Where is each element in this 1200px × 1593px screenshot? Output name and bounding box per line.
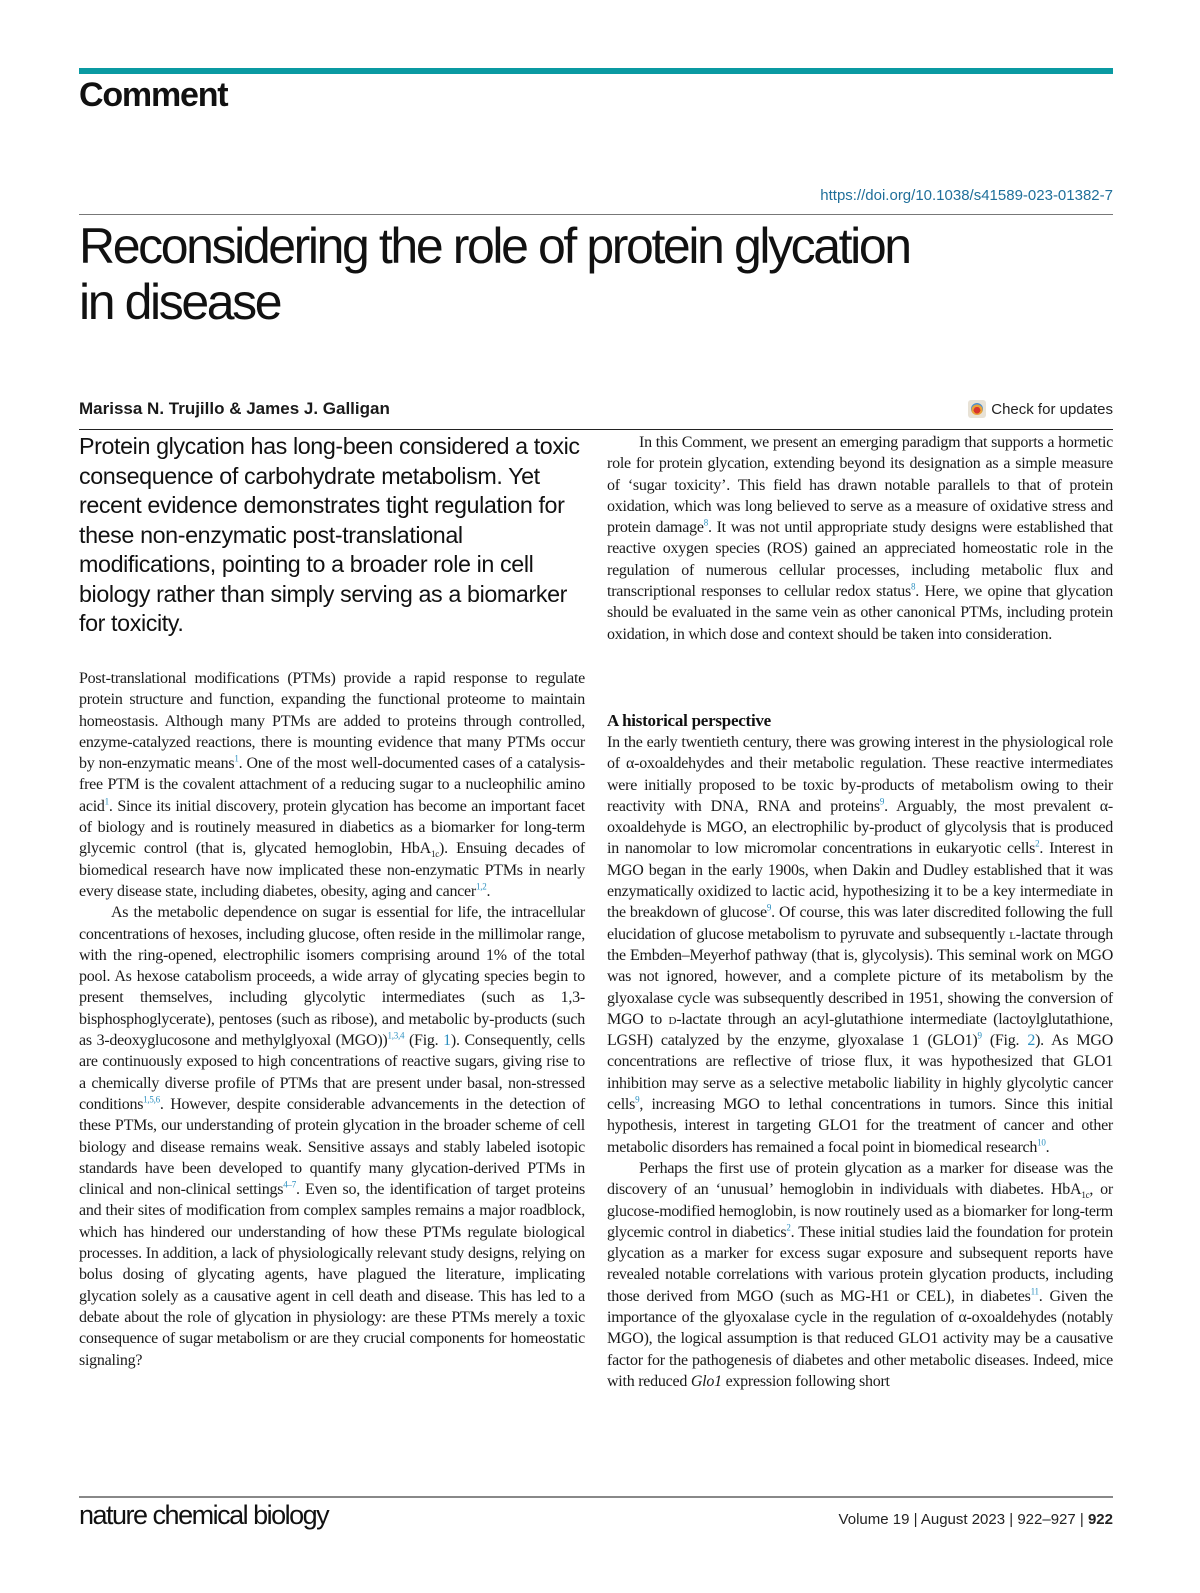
- issue-info: Volume 19 | August 2023 | 922–927 | 922: [838, 1511, 1113, 1528]
- right-column: [607, 710, 1113, 1392]
- citation-link[interactable]: 1: [104, 796, 109, 807]
- paragraph: In this Comment, we present an emerging paradigm that supports a hormetic role for protein glycation, extending beyond its designation as a simple measure of ‘sugar toxicity’. This field has drawn notable parallels to that of protein oxidation, which was long believed to serve as a measure of oxidative stress and protein damage$^8$. It was not until appropriate study designs were established that reactive oxygen species (ROS) gained an appreciated homeostatic role in the regulation of numerous cellular processes, including metabolic flux and transcriptional responses to cellular redox status$^8$. Here, we opine that glycation should be evaluated in the same vein as other canonical PTMs, including protein oxidation, in which dose and context should be taken into consideration.: [607, 434, 1113, 643]
- citation-link[interactable]: 8: [911, 581, 916, 592]
- page-number: 922: [1087, 1511, 1113, 1528]
- citation-link[interactable]: 9: [766, 903, 772, 914]
- citation-link[interactable]: 10: [1037, 1137, 1046, 1148]
- title-line-2: in disease: [79, 274, 281, 330]
- page-range: 922–927: [1017, 1511, 1076, 1528]
- citation-link[interactable]: 4–7: [283, 1179, 296, 1190]
- doi-link[interactable]: https://doi.org/10.1038/s41589-023-01382-7: [820, 187, 1113, 204]
- citation-link[interactable]: 9: [977, 1030, 982, 1041]
- citation-link[interactable]: 2: [1035, 839, 1040, 850]
- crossmark-icon: [968, 400, 986, 418]
- paragraph: Perhaps the first use of protein glycation as a marker for disease was the discovery of an ‘unusual’ hemoglobin in individuals with diabetes. HbA$_{1c}$, or glucose-modified hemoglobin, is now routinely used as a biomarker for long-term glycemic control in diabetics$^2$. These initial studies laid the foundation for protein glycation as a marker for excess sugar exposure and subsequent reports have revealed notable correlations with various protein glycation products, including those derived from MGO (such as MG-H1 or CEL), in diabetes$^{11}$. Given the importance of the glyoxalase cycle in the regulation of α-oxoaldehydes (notably MGO), the logical assumption is that reduced GLO1 activity may be a causative factor for the pathogenesis of diabetes and other metabolic diseases. Indeed, mice with reduced Glo1 expression following short: [607, 1159, 1114, 1390]
- citation-link[interactable]: 9: [635, 1094, 640, 1105]
- citation-link[interactable]: 1: [234, 753, 239, 764]
- authors: Marissa N. Trujillo & James J. Galligan: [79, 399, 390, 418]
- standfirst: Protein glycation has long-been considered a toxic consequence of carbohydrate metabolism. Yet recent evidence demonstrates tight regulation for these non-enzymatic post-translational modifications, pointing to a broader role in cell biology rather than simply serving as a biomarker for toxicity.: [79, 433, 580, 636]
- section-label: Comment: [79, 76, 228, 114]
- article-title: [79, 218, 1119, 330]
- top-accent-bar: [79, 68, 1113, 74]
- paragraph: Post-translational modifications (PTMs) provide a rapid response to regulate protein structure and function, expanding the functional proteome to maintain homeostasis. Although many PTMs are added to proteins through controlled, enzyme-catalyzed reactions, there is mounting evidence that many PTMs occur by non-enzymatic means$^1$. One of the most well-documented cases of a catalysis-free PTM is the covalent attachment of a reducing sugar to a nucleophilic amino acid$^1$. Since its initial discovery, protein glycation has become an important facet of biology and is routinely measured in diabetics as a biomarker for long-term glycemic control (that is, glycated hemoglobin, HbA$_{1c}$). Ensuing decades of biomedical research have now implicated these non-enzymatic PTMs in nearly every disease state, including diabetes, obesity, aging and cancer$^{1,2}$.: [79, 670, 586, 900]
- section-heading: A historical perspective: [607, 711, 771, 730]
- journal-name: nature chemical biology: [79, 1500, 329, 1530]
- volume: Volume 19: [838, 1511, 910, 1528]
- citation-link[interactable]: 11: [1030, 1286, 1039, 1297]
- citation-link[interactable]: 1,2: [475, 881, 487, 892]
- figure-link[interactable]: 2: [1027, 1032, 1036, 1050]
- authors-divider: [79, 429, 1113, 430]
- footer-divider: [79, 1496, 1113, 1498]
- check-for-updates-button[interactable]: [968, 400, 1113, 418]
- figure-link[interactable]: 1: [443, 1032, 451, 1050]
- issue-date: August 2023: [920, 1511, 1006, 1528]
- citation-link[interactable]: 2: [786, 1222, 791, 1233]
- citation-link[interactable]: 8: [703, 517, 708, 528]
- citation-link[interactable]: 1,5,6: [143, 1094, 160, 1105]
- header-divider: [79, 214, 1113, 215]
- citation-link[interactable]: 9: [879, 796, 885, 807]
- check-for-updates-label: Check for updates: [991, 400, 1113, 418]
- title-line-1: Reconsidering the role of protein glycation: [79, 218, 910, 274]
- citation-link[interactable]: 1,3,4: [387, 1030, 405, 1041]
- left-column: [79, 668, 585, 1371]
- paragraph: As the metabolic dependence on sugar is essential for life, the intracellular concentrations of hexoses, including glucose, often reside in the millimolar range, with the ring-opened, electrophilic isomers comprising around 1% of the total pool. As hexose catabolism proceeds, a wide array of glycating species begin to present themselves, including glycolytic intermediates (such as 1,3-bisphosphoglycerate), pentoses (such as ribose), and metabolic by-products (such as 3-deoxyglucosone and methylglyoxal (MGO))$^{1,3,4}$ (Fig. 1). Consequently, cells are continuously exposed to high concentrations of reactive sugars, giving rise to a chemically diverse profile of PTMs that are present under basal, non-stressed conditions$^{1,5,6}$. However, despite considerable advancements in the detection of these PTMs, our understanding of protein glycation in the broader scheme of cell biology and disease remains weak. Sensitive assays and stably labeled isotopic standards have been developed to quantify many glycation-derived PTMs in clinical and non-clinical settings$^{4-7}$. Even so, the identification of target proteins and their sites of modification from complex samples remains a major roadblock, which has hindered our understanding of how these PTMs regulate biological processes. In addition, a lack of physiologically relevant study designs, relying on bolus dosing of glycating agents, have plagued the literature, implicating glycation solely as a causative agent in cell death and disease. This has led to a debate about the role of glycation in physiology: are these PTMs merely a toxic consequence of sugar metabolism or are they crucial components for homeostatic signaling?: [79, 904, 586, 1369]
- right-column-intro: [607, 432, 1113, 645]
- paragraph: In the early twentieth century, there was growing interest in the physiological role of α-oxoaldehydes and their metabolic regulation. These reactive intermediates were initially proposed to be toxic by-products of metabolism owing to their reactivity with DNA, RNA and proteins$^9$. Arguably, the most prevalent α-oxoaldehyde is MGO, an electrophilic by-product of glycolysis that is produced in nanomolar to low micromolar concentrations in eukaryotic cells$^2$. Interest in MGO began in the early 1900s, when Dakin and Dudley established that it was enzymatically oxidized to lactic acid, hypothesizing it to be a key intermediate in the breakdown of glucose$^9$. Of course, this was later discredited following the full elucidation of glucose metabolism to pyruvate and subsequently l-lactate through the Embden–Meyerhof pathway (that is, glycolysis). This seminal work on MGO was not ignored, however, and a complete picture of its metabolism by the glyoxalase cycle was subsequently described in 1951, showing the conversion of MGO to d-lactate through an acyl-glutathione intermediate (lactoylglutathione, LGSH) catalyzed by the enzyme, glyoxalase 1 (GLO1)$^9$ (Fig. 2). As MGO concentrations are reflective of triose flux, it was hypothesized that GLO1 inhibition may serve as a selective metabolic liability in highly glycolytic cancer cells$^9$, increasing MGO to lethal concentrations in tumors. Since this initial hypothesis, interest in targeting GLO1 for the treatment of cancer and other metabolic disorders has remained a focal point in biomedical research$^{10}$.: [607, 734, 1114, 1156]
